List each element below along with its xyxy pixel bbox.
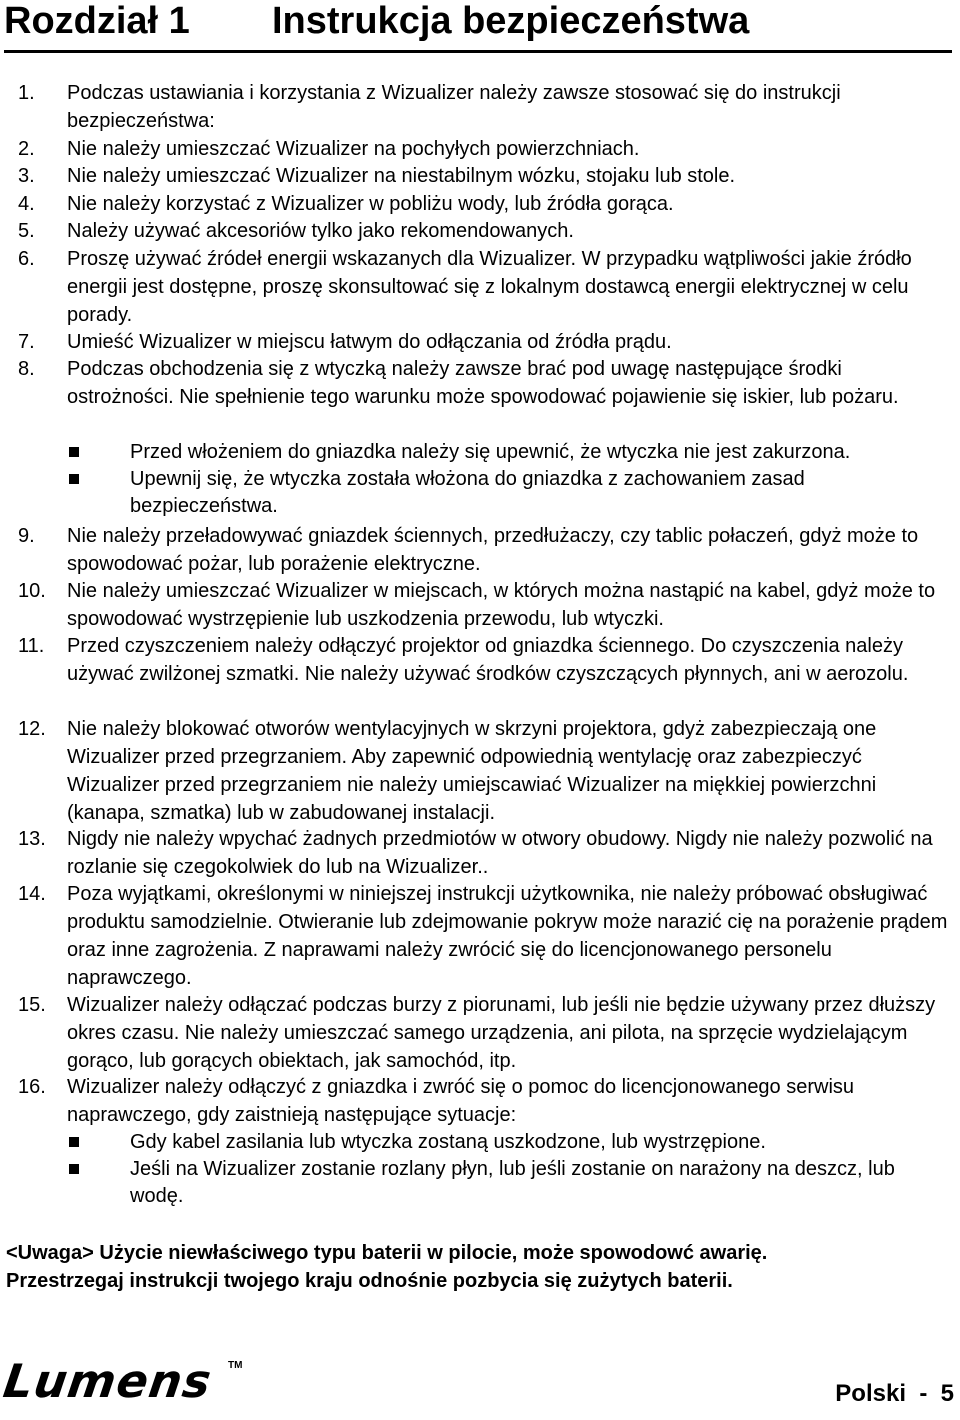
list-item: [0, 577, 952, 633]
item-text: Podczas ustawiania i korzystania z Wizualizer należy zawsze stosować się do instrukcji bezpieczeństwa:: [67, 82, 841, 132]
list-item: [0, 991, 952, 1075]
bullet-text: Przed włożeniem do gniazdka należy się upewnić, że wtyczka nie jest zakurzona.: [130, 441, 851, 463]
item-text: Nie należy umieszczać Wizualizer w miejscach, w których można nastąpić na kabel, gdyż może to spowodować wystrzępienie lub uszkodzenia przewodu, lub wtyczki.: [67, 580, 936, 630]
bullet-text: Jeśli na Wizualizer zostanie rozlany płyn, lub jeśli zostanie on narażony na deszcz, lub wodę.: [130, 1158, 895, 1207]
item-text: Nie należy przeładowywać gniazdek ściennych, przedłużaczy, czy tablic połaczeń, gdyż może to spowodować pożar, lub porażenie elektryczne.: [67, 525, 919, 575]
bullet-item: [0, 466, 952, 520]
item-text: Wizualizer należy odłączyć z gniazdka i zwróć się o pomoc do licencjonowanego serwisu naprawczego, gdy zaistnieją następujące sytuacje:: [67, 1076, 855, 1126]
item-number: 1.: [18, 82, 35, 104]
item-text: Wizualizer należy odłączać podczas burzy z piorunami, lub jeśli nie będzie używany przez dłuższy okres czasu. Nie należy umieszczać samego urządzenia, ani pilota, na sprzęcie wydzielającym gorąco, lub gorących obiektach, jak samochód, itp.: [67, 994, 936, 1072]
item-number: 5.: [18, 220, 35, 242]
chapter-heading: [4, 0, 952, 53]
item-number: 8.: [18, 358, 35, 380]
square-bullet-icon: [69, 447, 79, 457]
list-item: [0, 135, 952, 163]
chapter-number: Rozdział 1: [4, 0, 190, 42]
list-item: [0, 190, 952, 218]
logo-wordmark: Lumens: [0, 1354, 216, 1408]
bullet-text: Gdy kabel zasilania lub wtyczka zostaną uszkodzone, lub wystrzępione.: [130, 1131, 766, 1153]
list-item: [0, 328, 952, 356]
bullet-item: [0, 1129, 952, 1156]
item-number: 14.: [18, 883, 46, 905]
item-number: 3.: [18, 165, 35, 187]
item-text: Należy używać akcesoriów tylko jako rekomendowanych.: [67, 220, 574, 242]
item-text: Nie należy korzystać z Wizualizer w pobliżu wody, lub źródła gorąca.: [67, 193, 674, 215]
list-item: [0, 217, 952, 245]
list-item: [0, 715, 952, 827]
bullet-item: [0, 1156, 952, 1210]
list-item: [0, 245, 952, 329]
item-number: 9.: [18, 525, 35, 547]
item-number: 16.: [18, 1076, 46, 1098]
trademark-mark: TM: [228, 1360, 243, 1371]
item-text: Przed czyszczeniem należy odłączyć projektor od gniazdka ściennego. Do czyszczenia należy używać zwilżonej szmatki. Nie należy używać środków czyszczących płynnych, ani w aerozolu.: [67, 635, 909, 685]
item-text: Proszę używać źródeł energii wskazanych dla Wizualizer. W przypadku wątpliwości jakie źródło energii jest dostępne, proszę skonsultować się z lokalnym dostawcą energii elektrycznej w celu porady.: [67, 248, 912, 326]
item-text: Podczas obchodzenia się z wtyczką należy zawsze brać pod uwagę następujące środki ostrożności. Nie spełnienie tego warunku może spowodować pojawienie się iskier, lub pożaru.: [67, 358, 899, 408]
item-number: 13.: [18, 828, 46, 850]
square-bullet-icon: [69, 1137, 79, 1147]
list-item: [0, 632, 952, 688]
list-item: [0, 162, 952, 190]
item-text: Nie należy blokować otworów wentylacyjnych w skrzyni projektora, gdyż zabezpieczają one Wizualizer przed przegrzaniem. Aby zapewnić odpowiednią wentylację oraz zabezpieczyć Wizualizer przed przegrzaniem nie należy umiejscawiać Wizualizer na miękkiej powierzchni (kanapa, szmatka) lub w zabudowanej instalacji.: [67, 718, 877, 824]
lumens-logo: [0, 1354, 243, 1408]
list-item: [0, 880, 952, 992]
item-text: Nigdy nie należy wpychać żadnych przedmiotów w otwory obudowy. Nigdy nie należy pozwolić na rozlanie się czegokolwiek do lub na Wizualizer..: [67, 828, 933, 878]
list-item: [0, 79, 952, 135]
item-text: Nie należy umieszczać Wizualizer na niestabilnym wózku, stojaku lub stole.: [67, 165, 736, 187]
list-item: [0, 522, 952, 578]
list-item: [0, 825, 952, 881]
item-number: 2.: [18, 138, 35, 160]
note-line-1: <Uwaga> Użycie niewłaściwego typu baterii w pilocie, może spowodowć awarię.: [6, 1242, 768, 1264]
battery-note: [6, 1239, 946, 1295]
square-bullet-icon: [69, 474, 79, 484]
page-footer: Polski - 5: [835, 1380, 954, 1407]
item-number: 11.: [18, 635, 45, 657]
item-text: Poza wyjątkami, określonymi w niniejszej instrukcji użytkownika, nie należy próbować obsługiwać produktu samodzielnie. Otwieranie lub zdejmowanie pokryw może narazić cię na porażenie prądem oraz inne zagrożenia. Z naprawami należy zwrócić się do licencjonowanego personelu naprawczego.: [67, 883, 948, 989]
bullet-item: [0, 439, 952, 466]
item-number: 12.: [18, 718, 46, 740]
item-number: 15.: [18, 994, 46, 1016]
list-item: [0, 1073, 952, 1129]
item-text: Nie należy umieszczać Wizualizer na pochyłych powierzchniach.: [67, 138, 640, 160]
note-line-2: Przestrzegaj instrukcji twojego kraju odnośnie pozbycia się zużytych baterii.: [6, 1270, 733, 1292]
bullet-text: Upewnij się, że wtyczka została włożona do gniazdka z zachowaniem zasad bezpieczeństwa.: [130, 468, 805, 517]
item-text: Umieść Wizualizer w miejscu łatwym do odłączania od źródła prądu.: [67, 331, 672, 353]
item-number: 7.: [18, 331, 35, 353]
item-number: 6.: [18, 248, 35, 270]
list-item: [0, 355, 952, 411]
item-number: 4.: [18, 193, 35, 215]
item-number: 10.: [18, 580, 46, 602]
square-bullet-icon: [69, 1164, 79, 1174]
chapter-title: Instrukcja bezpieczeństwa: [272, 0, 750, 42]
